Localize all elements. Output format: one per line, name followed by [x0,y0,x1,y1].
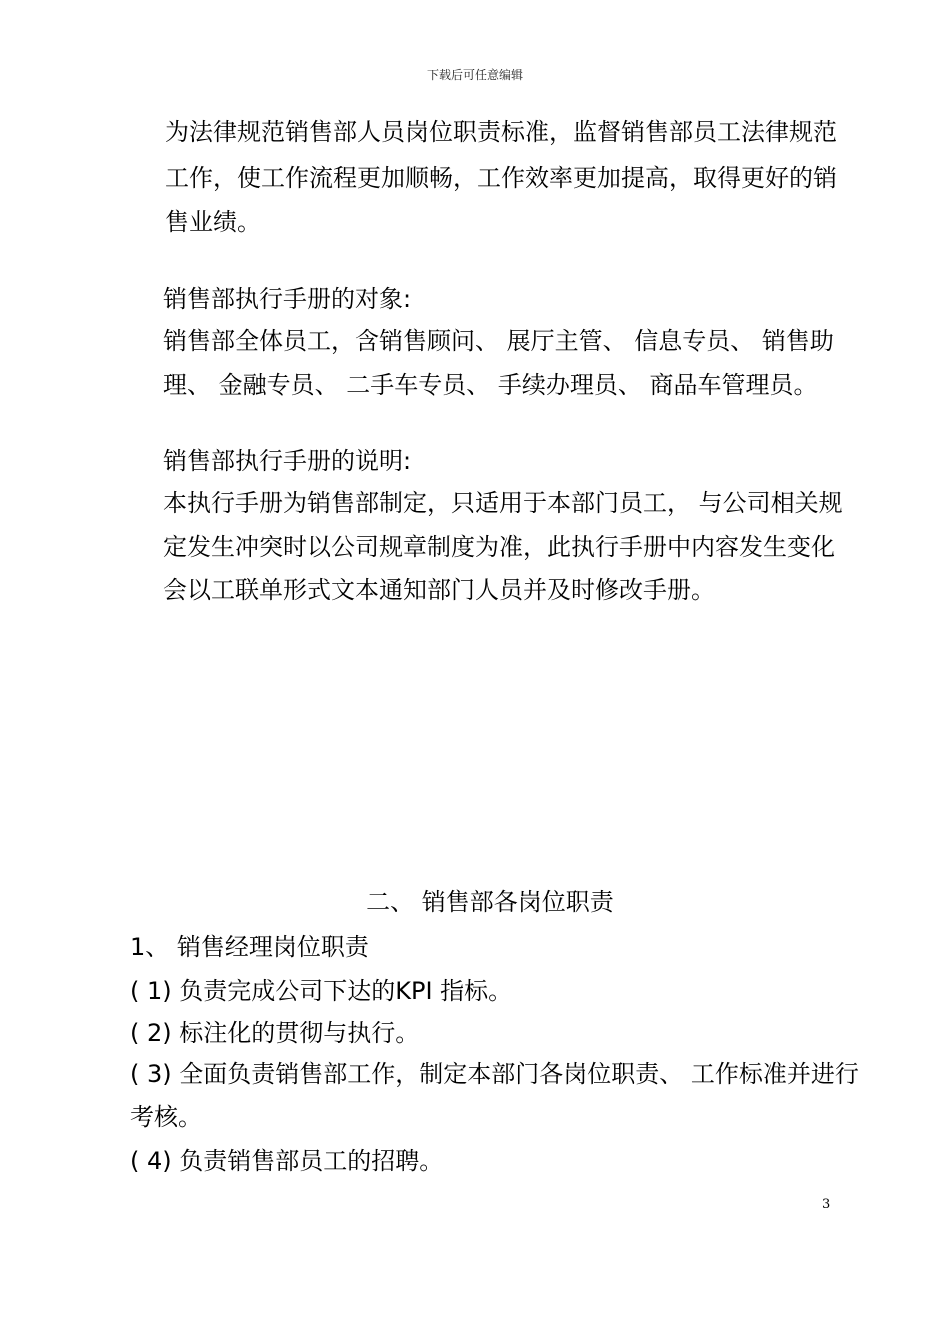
duty-item-1: ( 1) 负责完成公司下达的KPI 指标。 [130,977,513,1005]
section-title: 二、 销售部各岗位职责 [366,888,614,916]
objects-heading: 销售部执行手册的对象: [163,285,412,313]
page-header: 下载后可任意编辑 [426,68,523,82]
explanation-line-1: 本执行手册为销售部制定，只适用于本部门员工， 与公司相关规 [163,489,843,517]
intro-line-1: 为法律规范销售部人员岗位职责标准，监督销售部员工法律规范 [165,118,837,146]
duty-item-3: ( 3) 全面负责销售部工作，制定本部门各岗位职责、 工作标准并进行 [130,1060,859,1088]
objects-line-1: 销售部全体员工，含销售顾问、 展厅主管、 信息专员、 销售助 [163,327,834,355]
explanation-line-2: 定发生冲突时以公司规章制度为准，此执行手册中内容发生变化 [163,533,835,561]
intro-line-2: 工作，使工作流程更加顺畅，工作效率更加提高，取得更好的销 [165,164,837,192]
explanation-heading: 销售部执行手册的说明: [163,447,412,475]
objects-line-2: 理、 金融专员、 二手车专员、 手续办理员、 商品车管理员。 [163,371,818,399]
intro-line-3: 售业绩。 [165,208,261,236]
section-subheading: 1、 销售经理岗位职责 [130,933,369,961]
duty-item-4: ( 4) 负责销售部员工的招聘。 [130,1147,444,1175]
duty-item-3-continued: 考核。 [130,1103,202,1131]
duty-item-2: ( 2) 标注化的贯彻与执行。 [130,1019,420,1047]
page-number: 3 [822,1197,831,1212]
explanation-line-3: 会以工联单形式文本通知部门人员并及时修改手册。 [163,576,715,604]
